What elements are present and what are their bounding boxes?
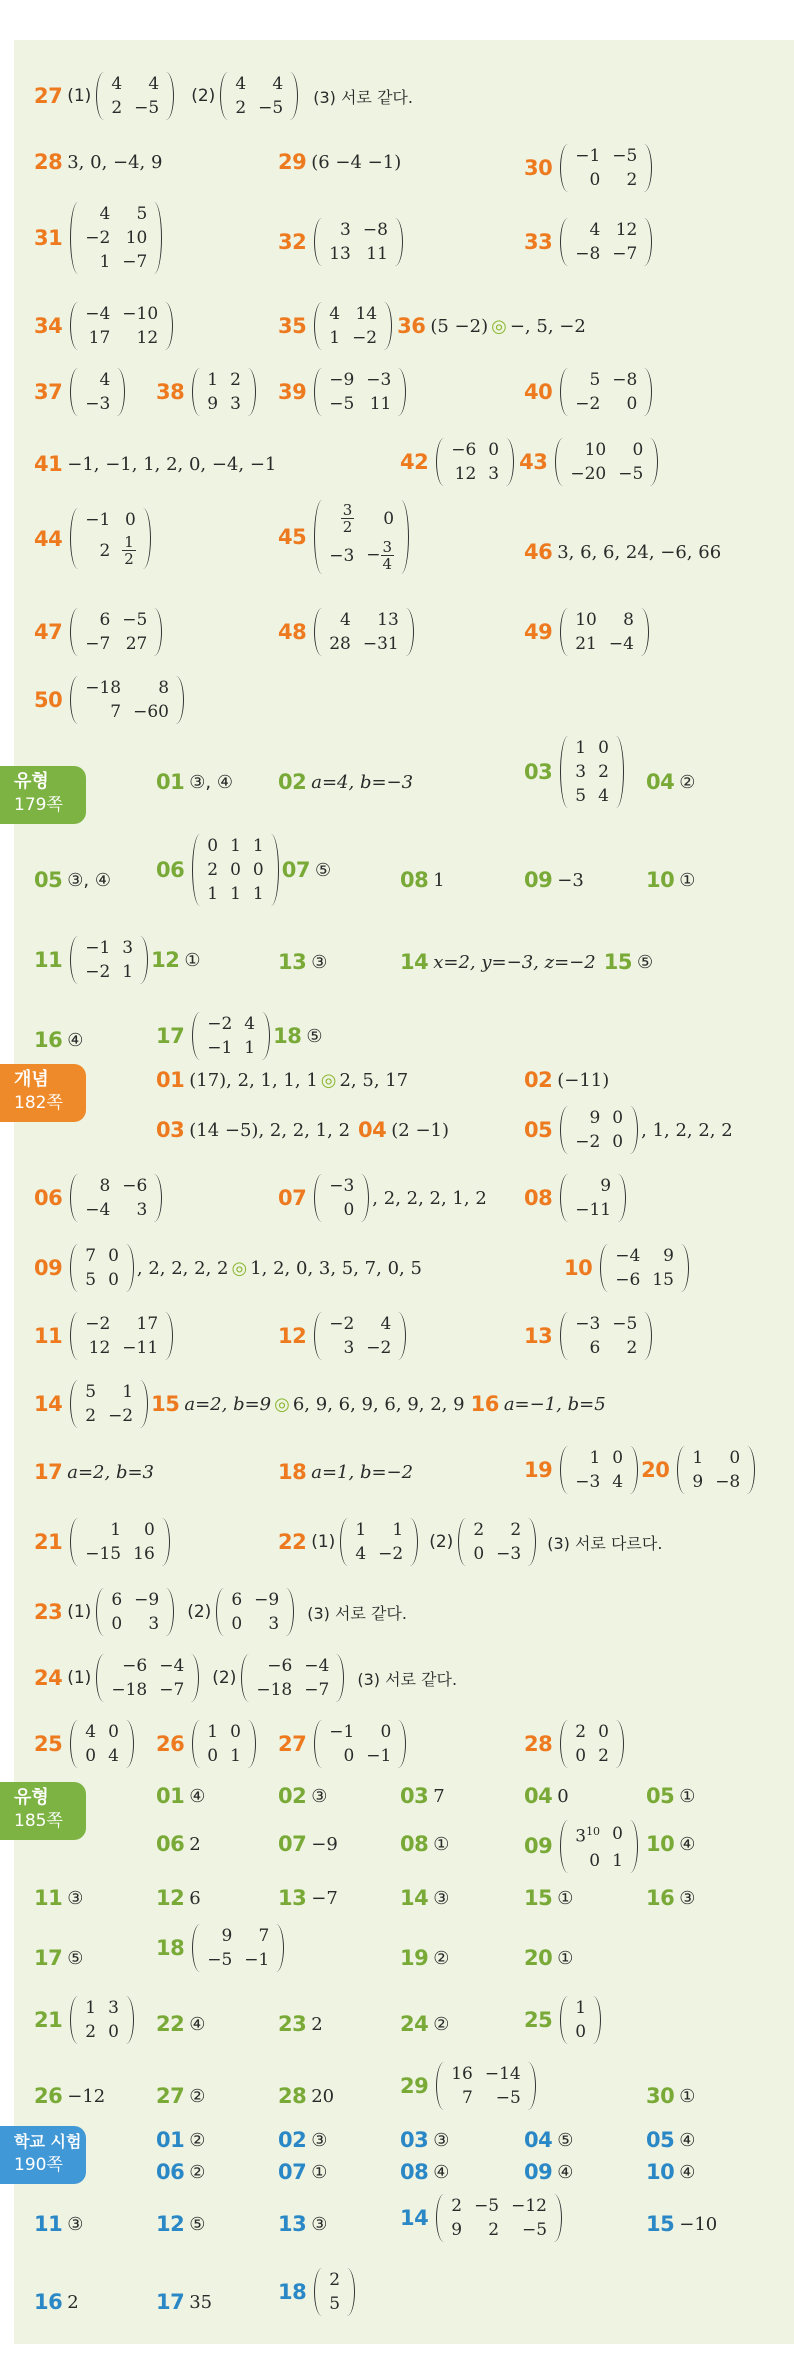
target-icon: ◎: [491, 315, 507, 337]
concept-17: 17 a=2, b=3: [34, 1460, 154, 1484]
answer-44: 44 −1 0 2 $\frac{1}{2}$: [34, 508, 154, 569]
type2-23: 23 2: [278, 2012, 323, 2036]
answer-50: 50 −18 8 7 −60: [34, 676, 187, 724]
concept-18: 18 a=1, b=−2: [278, 1460, 414, 1484]
exam-17: 17 35: [156, 2290, 213, 2314]
concept-03: 03 (14 −5), 2, 2, 1, 2 04 (2 −1): [156, 1118, 450, 1142]
concept-22: 22 (1) 1 1 4 −2 (2) 2 2 0 −3 (3) 서로 다르다.: [278, 1520, 663, 1564]
type2-02: 02 ③: [278, 1784, 328, 1808]
concept-19: 19 1 0 −3 4 20 1 0 9 −8: [524, 1446, 758, 1494]
answer-46: 46 3, 6, 6, 24, −6, 66: [524, 540, 722, 564]
exam-14: 14 2 −5 −12 9 2 −5: [400, 2194, 565, 2242]
target-icon: ◎: [320, 1069, 337, 1091]
type1-08: 08 1: [400, 868, 445, 892]
type2-06: 06 2: [156, 1832, 201, 1856]
type2-16: 16 ③: [646, 1886, 696, 1910]
target-icon: ◎: [274, 1393, 290, 1415]
type2-13: 13 −7: [278, 1886, 338, 1910]
concept-12: 12 −2 4 3 −2: [278, 1312, 409, 1360]
type2-18: 18 9 7 −5 −1: [156, 1924, 287, 1972]
exam-10: 10 ④: [646, 2160, 696, 2184]
type1-06: 06 0 1 1 2 0 0 1 1 1 07 ⑤: [156, 836, 332, 904]
type2-04: 04 0: [524, 1784, 569, 1808]
answer-32: 32 3 −8 13 11: [278, 218, 406, 266]
type2-14: 14 ③: [400, 1886, 450, 1910]
type2-26: 26 −12: [34, 2084, 106, 2108]
type2-27: 27 ②: [156, 2084, 206, 2108]
type1-17: 17 −2 4 −1 1 18 ⑤: [156, 1014, 323, 1058]
exam-13: 13 ③: [278, 2212, 328, 2236]
type1-01: 01 ③, ④: [156, 770, 233, 794]
type1-05: 05 ③, ④: [34, 868, 111, 892]
type2-30: 30 ①: [646, 2084, 696, 2108]
concept-14: 14 5 1 2 −2 15 a=2, b=9 ◎ 6, 9, 6, 9, 6, 9, 2, 9 16 a=−1, b=5: [34, 1382, 606, 1426]
section-tab-type-185: 유형 185쪽: [0, 1782, 86, 1840]
answer-42: 42 −6 0 12 3 43 10 0 −20 −5: [400, 438, 661, 486]
concept-25: 25 4 0 0 4: [34, 1720, 137, 1768]
concept-27: 27 −1 0 0 −1: [278, 1720, 409, 1768]
answer-34: 34 −4 −10 17 12: [34, 302, 176, 350]
type2-25: 25 1 0: [524, 1996, 604, 2044]
type2-11: 11 ③: [34, 1886, 84, 1910]
concept-06: 06 8 −6 −4 3: [34, 1174, 165, 1222]
concept-26: 26 1 0 0 1: [156, 1720, 259, 1768]
exam-12: 12 ⑤: [156, 2212, 206, 2236]
exam-03: 03 ③: [400, 2128, 450, 2152]
type1-09: 09 −3: [524, 868, 584, 892]
type1-03: 03 1 0 3 2 5 4: [524, 736, 627, 808]
type2-01: 01 ④: [156, 1784, 206, 1808]
exam-01: 01 ②: [156, 2128, 206, 2152]
concept-28: 28 2 0 0 2: [524, 1720, 627, 1768]
concept-05: 05 9 0 −2 0 , 1, 2, 2, 2: [524, 1108, 733, 1152]
answer-40: 40 5 −8 −2 0: [524, 368, 655, 416]
exam-08: 08 ④: [400, 2160, 450, 2184]
type1-13: 13 ③: [278, 950, 328, 974]
concept-11: 11 −2 17 12 −11: [34, 1312, 176, 1360]
answer-45: 45 $\frac{3}{2}$ 0 −3 − $\frac{3}{4}$: [278, 500, 412, 574]
answer-33: 33 4 12 −8 −7: [524, 218, 655, 266]
type2-10: 10 ④: [646, 1832, 696, 1856]
target-icon: ◎: [231, 1257, 248, 1279]
concept-10: 10 −4 9 −6 15: [564, 1244, 692, 1292]
concept-13: 13 −3 −5 6 2: [524, 1312, 655, 1360]
exam-18: 18 2 5: [278, 2268, 358, 2316]
answer-30: 30 −1 −5 0 2: [524, 144, 655, 192]
exam-16: 16 2: [34, 2290, 79, 2314]
type1-14: 14 x=2, y=−3, z=−2 15 ⑤: [400, 950, 654, 974]
exam-15: 15 −10: [646, 2212, 718, 2236]
exam-05: 05 ④: [646, 2128, 696, 2152]
answer-47: 47 6 −5 −7 27: [34, 608, 165, 656]
type1-04: 04 ②: [646, 770, 696, 794]
concept-01: 01 (17), 2, 1, 1, 1 ◎ 2, 5, 17: [156, 1068, 409, 1092]
answer-35: 35 4 14 1 −2 36 (5 −2) ◎ −, 5, −2: [278, 304, 586, 348]
answer-29: 29 (6 −4 −1): [278, 150, 402, 174]
exam-09: 09 ④: [524, 2160, 574, 2184]
type1-11: 11 −1 3 −2 1 12 ①: [34, 938, 201, 982]
answer-49: 49 10 8 21 −4: [524, 608, 652, 656]
type1-10: 10 ①: [646, 868, 696, 892]
type2-20: 20 ①: [524, 1946, 574, 1970]
type2-24: 24 ②: [400, 2012, 450, 2036]
section-tab-concept-182: 개념 182쪽: [0, 1064, 86, 1122]
type1-16: 16 ④: [34, 1028, 84, 1052]
section-tab-type-179: 유형 179쪽: [0, 766, 86, 824]
concept-02: 02 (−11): [524, 1068, 610, 1092]
type2-05: 05 ①: [646, 1784, 696, 1808]
answer-28: 28 3, 0, −4, 9: [34, 150, 163, 174]
type2-21: 21 1 3 2 0: [34, 1996, 137, 2044]
type2-07: 07 −9: [278, 1832, 338, 1856]
answer-48: 48 4 13 28 −31: [278, 608, 417, 656]
type2-19: 19 ②: [400, 1946, 450, 1970]
type2-15: 15 ①: [524, 1886, 574, 1910]
concept-23: 23 (1) 6 −9 0 3 (2) 6 −9 0 3 (3) 서로 같다.: [34, 1590, 407, 1634]
type2-28: 28 20: [278, 2084, 335, 2108]
exam-02: 02 ③: [278, 2128, 328, 2152]
concept-08: 08 9 −11: [524, 1174, 629, 1222]
type1-02: 02 a=4, b=−3: [278, 770, 414, 794]
type2-29: 29 16 −14 7 −5: [400, 2062, 539, 2110]
concept-09: 09 7 0 5 0 , 2, 2, 2, 2 ◎ 1, 2, 0, 3, 5, 7, 0, 5: [34, 1246, 422, 1290]
concept-07: 07 −3 0 , 2, 2, 2, 1, 2: [278, 1176, 487, 1220]
answer-37: 37 4 −3: [34, 368, 128, 416]
answer-38: 38 1 2 9 3: [156, 368, 259, 416]
type2-09: 09 $3^{10}$ 0 0 1: [524, 1820, 641, 1873]
type2-22: 22 ④: [156, 2012, 206, 2036]
answer-41: 41 −1, −1, 1, 2, 0, −4, −1: [34, 452, 277, 476]
concept-21: 21 1 0 −15 16: [34, 1518, 173, 1566]
answer-31: 31 4 5 −2 10 1 −7: [34, 202, 165, 274]
type2-12: 12 6: [156, 1886, 201, 1910]
exam-04: 04 ⑤: [524, 2128, 574, 2152]
answer-27: 27 (1) 4 4 2 −5 (2) 4 4 2 −5 (3) 서로 같다.: [34, 74, 413, 118]
exam-07: 07 ①: [278, 2160, 328, 2184]
exam-06: 06 ②: [156, 2160, 206, 2184]
type2-08: 08 ①: [400, 1832, 450, 1856]
type2-17: 17 ⑤: [34, 1946, 84, 1970]
concept-24: 24 (1) −6 −4 −18 −7 (2) −6 −4 −18 −7 (3) 서로 같다.: [34, 1656, 458, 1700]
section-tab-school-exam-190: 학교 시험 190쪽: [0, 2126, 86, 2184]
type2-03: 03 7: [400, 1784, 445, 1808]
exam-11: 11 ③: [34, 2212, 84, 2236]
answer-39: 39 −9 −3 −5 11: [278, 368, 409, 416]
